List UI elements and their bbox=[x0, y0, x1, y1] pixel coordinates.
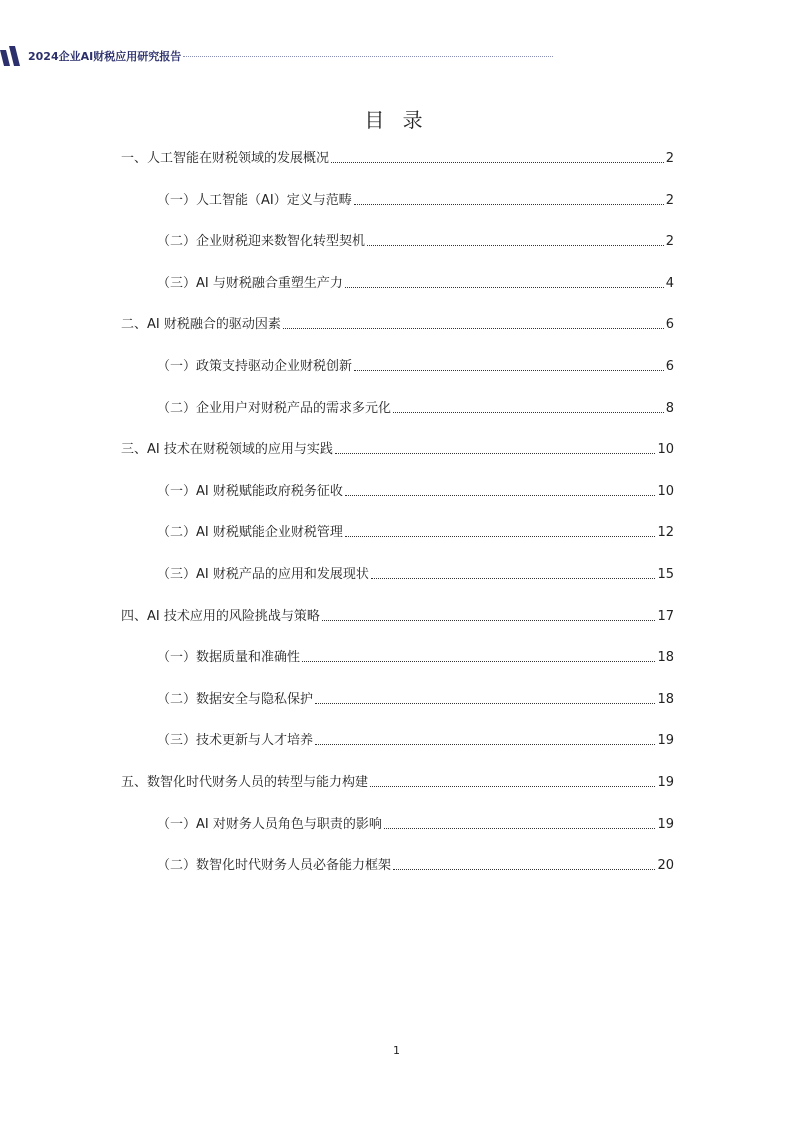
toc-leader-dots bbox=[345, 495, 656, 496]
toc-leader-dots bbox=[345, 287, 664, 288]
toc-entry-label: （二）AI 财税赋能企业财税管理 bbox=[157, 525, 343, 541]
toc-leader-dots bbox=[354, 204, 664, 205]
toc-entry-label: （一）AI 财税赋能政府税务征收 bbox=[157, 483, 343, 499]
toc-leader-dots bbox=[283, 328, 664, 329]
header-divider bbox=[183, 56, 553, 57]
toc-leader-dots bbox=[331, 162, 664, 163]
toc-entry-page: 10 bbox=[657, 442, 674, 458]
toc-leader-dots bbox=[354, 370, 664, 371]
toc-entry-label: （二）数智化时代财务人员必备能力框架 bbox=[157, 858, 392, 874]
report-title: 2024企业AI财税应用研究报告 bbox=[28, 50, 182, 63]
toc-section-entry[interactable] bbox=[121, 606, 674, 626]
toc-entry-page: 18 bbox=[657, 691, 674, 707]
toc-subsection-entry[interactable] bbox=[157, 273, 674, 293]
toc-leader-dots bbox=[370, 786, 655, 787]
toc-entry-page: 10 bbox=[657, 483, 674, 499]
toc-entry-label: （三）AI 与财税融合重塑生产力 bbox=[157, 275, 343, 291]
toc-leader-dots bbox=[367, 245, 664, 246]
toc-entry-page: 15 bbox=[657, 567, 674, 582]
toc-entry-label: 五、数智化时代财务人员的转型与能力构建 bbox=[121, 775, 369, 790]
toc-subsection-entry[interactable] bbox=[157, 522, 674, 542]
toc-leader-dots bbox=[371, 578, 656, 579]
toc-section-entry[interactable] bbox=[121, 772, 674, 792]
toc-subsection-entry[interactable] bbox=[157, 855, 674, 875]
toc-leader-dots bbox=[302, 661, 655, 662]
toc-subsection-entry[interactable] bbox=[157, 356, 674, 376]
toc-leader-dots bbox=[315, 744, 655, 745]
toc-entry-label: 三、AI 技术在财税领域的应用与实践 bbox=[121, 442, 333, 458]
toc-entry-label: （二）企业用户对财税产品的需求多元化 bbox=[157, 400, 392, 416]
toc-subsection-entry[interactable] bbox=[157, 190, 674, 210]
toc-leader-dots bbox=[393, 869, 655, 870]
toc-entry-page: 19 bbox=[657, 733, 674, 749]
toc-subsection-entry[interactable] bbox=[157, 231, 674, 251]
toc-subsection-entry[interactable] bbox=[157, 481, 674, 501]
toc-entry-page: 19 bbox=[657, 816, 674, 832]
toc-entry-label: 二、AI 财税融合的驱动因素 bbox=[121, 317, 281, 333]
toc-entry-page: 6 bbox=[665, 359, 674, 374]
toc-entry-page: 8 bbox=[665, 400, 674, 416]
toc-entry-page: 18 bbox=[657, 650, 674, 666]
toc-subsection-entry[interactable] bbox=[157, 398, 674, 418]
toc-subsection-entry[interactable] bbox=[157, 689, 674, 709]
toc-entry-page: 2 bbox=[665, 192, 674, 208]
toc-entry-page: 2 bbox=[665, 151, 674, 166]
toc-entry-label: （一）数据质量和准确性 bbox=[157, 650, 301, 666]
toc-section-entry[interactable] bbox=[121, 314, 674, 334]
toc-heading: 目 录 bbox=[364, 108, 429, 132]
toc-leader-dots bbox=[384, 828, 656, 829]
toc-entry-label: （二）企业财税迎来数智化转型契机 bbox=[157, 234, 366, 250]
toc-entry-page: 12 bbox=[657, 525, 674, 541]
toc-entry-label: 一、人工智能在财税领域的发展概况 bbox=[121, 151, 330, 166]
toc-subsection-entry[interactable] bbox=[157, 814, 674, 834]
toc-entry-page: 17 bbox=[657, 608, 674, 624]
page-header bbox=[0, 46, 560, 66]
toc-subsection-entry[interactable] bbox=[157, 647, 674, 667]
toc-entry-page: 19 bbox=[657, 775, 674, 790]
toc-leader-dots bbox=[335, 453, 656, 454]
toc-entry-label: （三）AI 财税产品的应用和发展现状 bbox=[157, 567, 369, 582]
toc-entry-page: 4 bbox=[665, 275, 674, 291]
toc-leader-dots bbox=[315, 703, 655, 704]
toc-entry-page: 6 bbox=[665, 317, 674, 333]
toc-entry-page: 20 bbox=[657, 858, 674, 874]
toc-entry-label: （三）技术更新与人才培养 bbox=[157, 733, 314, 749]
header-logo-icon bbox=[0, 46, 24, 66]
toc-entry-label: （一）AI 对财务人员角色与职责的影响 bbox=[157, 816, 382, 832]
toc-leader-dots bbox=[345, 536, 656, 537]
toc-entry-page: 2 bbox=[665, 234, 674, 250]
toc-entry-label: （二）数据安全与隐私保护 bbox=[157, 691, 314, 707]
toc-entry-label: （一）人工智能（AI）定义与范畴 bbox=[157, 192, 352, 208]
toc-section-entry[interactable] bbox=[121, 439, 674, 459]
toc-leader-dots bbox=[393, 412, 664, 413]
toc-subsection-entry[interactable] bbox=[157, 730, 674, 750]
toc-section-entry[interactable] bbox=[121, 148, 674, 168]
toc-entry-label: （一）政策支持驱动企业财税创新 bbox=[157, 359, 353, 374]
toc-subsection-entry[interactable] bbox=[157, 564, 674, 584]
toc-leader-dots bbox=[322, 620, 656, 621]
page-number: 1 bbox=[393, 1044, 400, 1057]
toc-entry-label: 四、AI 技术应用的风险挑战与策略 bbox=[121, 608, 320, 624]
